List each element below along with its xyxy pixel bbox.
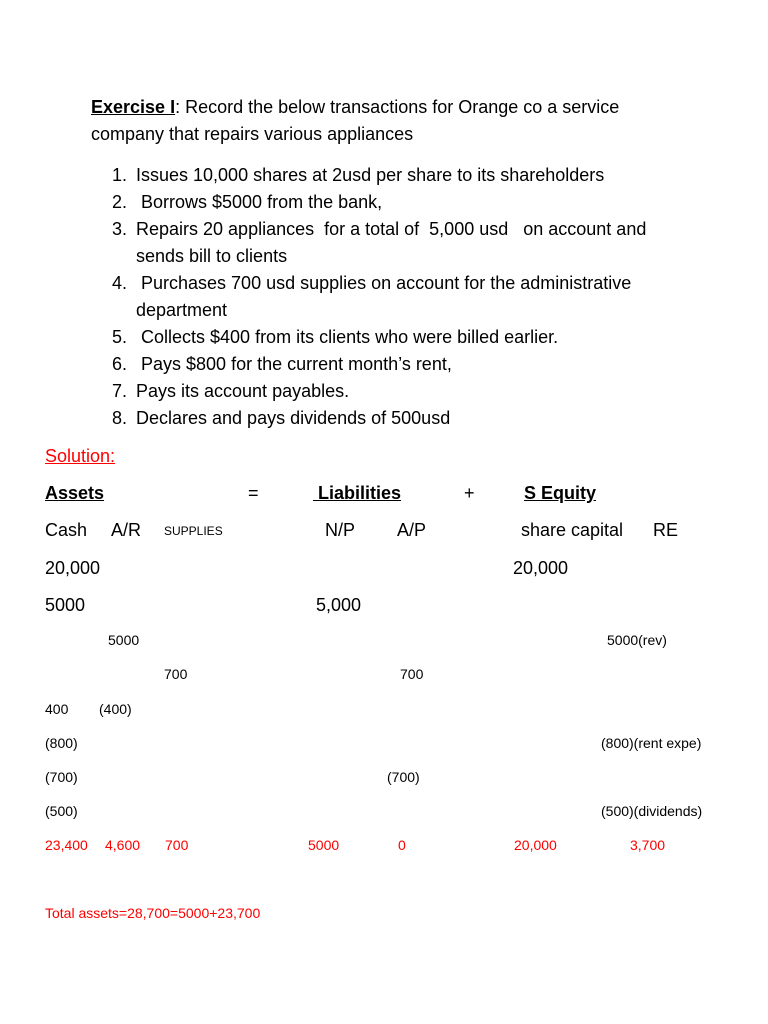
- row1-share-capital: 20,000: [513, 558, 569, 578]
- exercise-intro-text: : Record the below transactions for Orange co a service: [175, 97, 620, 117]
- exercise-label: Exercise I: [91, 97, 176, 117]
- list-item: 3. Repairs 20 appliances for a total of 5,000 usd on account and sends bill to clients: [112, 219, 647, 266]
- total-share-capital: 20,000: [514, 837, 557, 853]
- assets-heading: Assets: [45, 483, 105, 503]
- total-np: 5000: [308, 837, 340, 853]
- total-ar: 4,600: [105, 837, 141, 853]
- col-ar: A/R: [111, 520, 142, 540]
- equity-heading: S Equity: [524, 483, 597, 503]
- row2-np: 5,000: [316, 595, 362, 615]
- row3-re: 5000(rev): [607, 632, 667, 648]
- total-cash: 23,400: [45, 837, 88, 853]
- row4-ap: 700: [400, 666, 424, 682]
- solution-label: Solution:: [45, 446, 116, 466]
- exercise-intro-line2: company that repairs various appliances: [91, 124, 414, 144]
- col-share-capital: share capital: [521, 520, 624, 540]
- col-supplies: SUPPLIES: [164, 524, 223, 538]
- list-item: 4. Purchases 700 usd supplies on account for the administrative department: [112, 273, 632, 320]
- row6-re: (800)(rent expe): [601, 735, 702, 751]
- row8-re: (500)(dividends): [601, 803, 703, 819]
- row5-cash: 400: [45, 701, 69, 717]
- row1-cash: 20,000: [45, 558, 101, 578]
- col-re: RE: [653, 520, 679, 540]
- row7-ap: (700): [387, 769, 420, 785]
- row8-cash: (500): [45, 803, 78, 819]
- col-np: N/P: [325, 520, 356, 540]
- list-item: 2. Borrows $5000 from the bank,: [112, 192, 383, 212]
- list-item: 5. Collects $400 from its clients who were billed earlier.: [112, 327, 559, 347]
- equals-sign: =: [248, 483, 259, 503]
- exercise-intro-line1: [91, 98, 619, 116]
- row5-ar: (400): [99, 701, 132, 717]
- list-item: 8. Declares and pays dividends of 500usd: [112, 408, 451, 428]
- liabilities-heading: Liabilities: [313, 483, 402, 503]
- list-item: 7. Pays its account payables.: [112, 381, 350, 401]
- row4-supplies: 700: [164, 666, 188, 682]
- row2-cash: 5000: [45, 595, 86, 615]
- total-supplies: 700: [165, 837, 189, 853]
- list-item: 1. Issues 10,000 shares at 2usd per share to its shareholders: [112, 165, 605, 185]
- plus-sign: +: [464, 483, 475, 503]
- row7-cash: (700): [45, 769, 78, 785]
- row6-cash: (800): [45, 735, 78, 751]
- list-item: 6. Pays $800 for the current month’s rent,: [112, 354, 452, 374]
- col-ap: A/P: [397, 520, 427, 540]
- total-assets-line: Total assets=28,700=5000+23,700: [45, 905, 261, 921]
- total-ap: 0: [398, 837, 406, 853]
- row3-ar: 5000: [108, 632, 140, 648]
- transactions-list: [112, 162, 646, 432]
- col-cash: Cash: [45, 520, 88, 540]
- total-re: 3,700: [630, 837, 666, 853]
